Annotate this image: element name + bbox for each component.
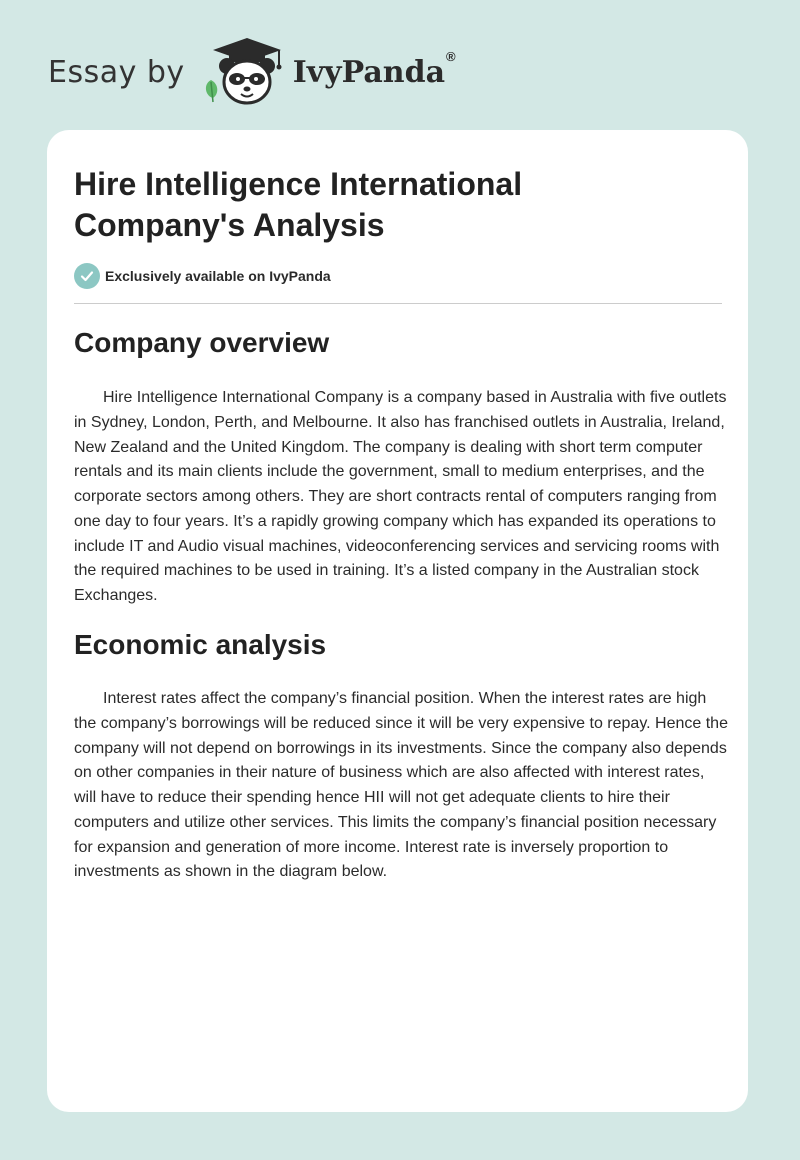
site-header — [48, 36, 456, 108]
section-heading-economic-analysis: Economic analysis — [74, 629, 327, 660]
essay-by-label: Essay by — [48, 54, 185, 90]
checkmark-icon — [74, 263, 100, 289]
title-divider — [74, 303, 722, 304]
section-body-company-overview: Hire Intelligence International Company is a company based in Australia with five outlets in Sydney, London, Perth, and Melbourne. It also has franchised outlets in Australia, Ireland, New Zealand and the United Kingdom. The company is dealing with short term computer rentals and its main clients include the government, small to medium enterprises, and the corporate sectors among others. They are short contracts rental of computers ranging from one day to four years. It’s a rapidly growing company which has expanded its operations to include IT and Audio visual machines, videoconferencing services and servicing rooms with the required machines to be used in training. It’s a listed company in the Australian stock Exchanges. — [74, 389, 727, 604]
section-heading-company-overview: Company overview — [74, 327, 330, 358]
section-body-economic-analysis: Interest rates affect the company’s financial position. When the interest rates are high the company’s borrowings will be reduced since it will be very expensive to repay. Hence the company will not depend on borrowings in its investments. Since the company also depends on other companies in their nature of business which are also affected with interest rates, will have to reduce their spending hence HII will not get adequate clients to hire their computers and utilize other services. This limits the company’s financial position necessary for expansion and generation of more income. Interest rate is inversely proportion to investments as shown in the diagram below. — [74, 690, 728, 881]
article-card — [47, 130, 748, 1112]
panda-logo-icon[interactable] — [199, 36, 287, 108]
badge-label: Exclusively available on IvyPanda — [105, 268, 331, 284]
exclusive-badge — [74, 263, 331, 289]
registered-mark: ® — [446, 48, 456, 64]
article-title: Hire Intelligence International Company's Analysis — [74, 166, 523, 243]
brand-name[interactable]: IvyPanda® — [292, 48, 456, 90]
